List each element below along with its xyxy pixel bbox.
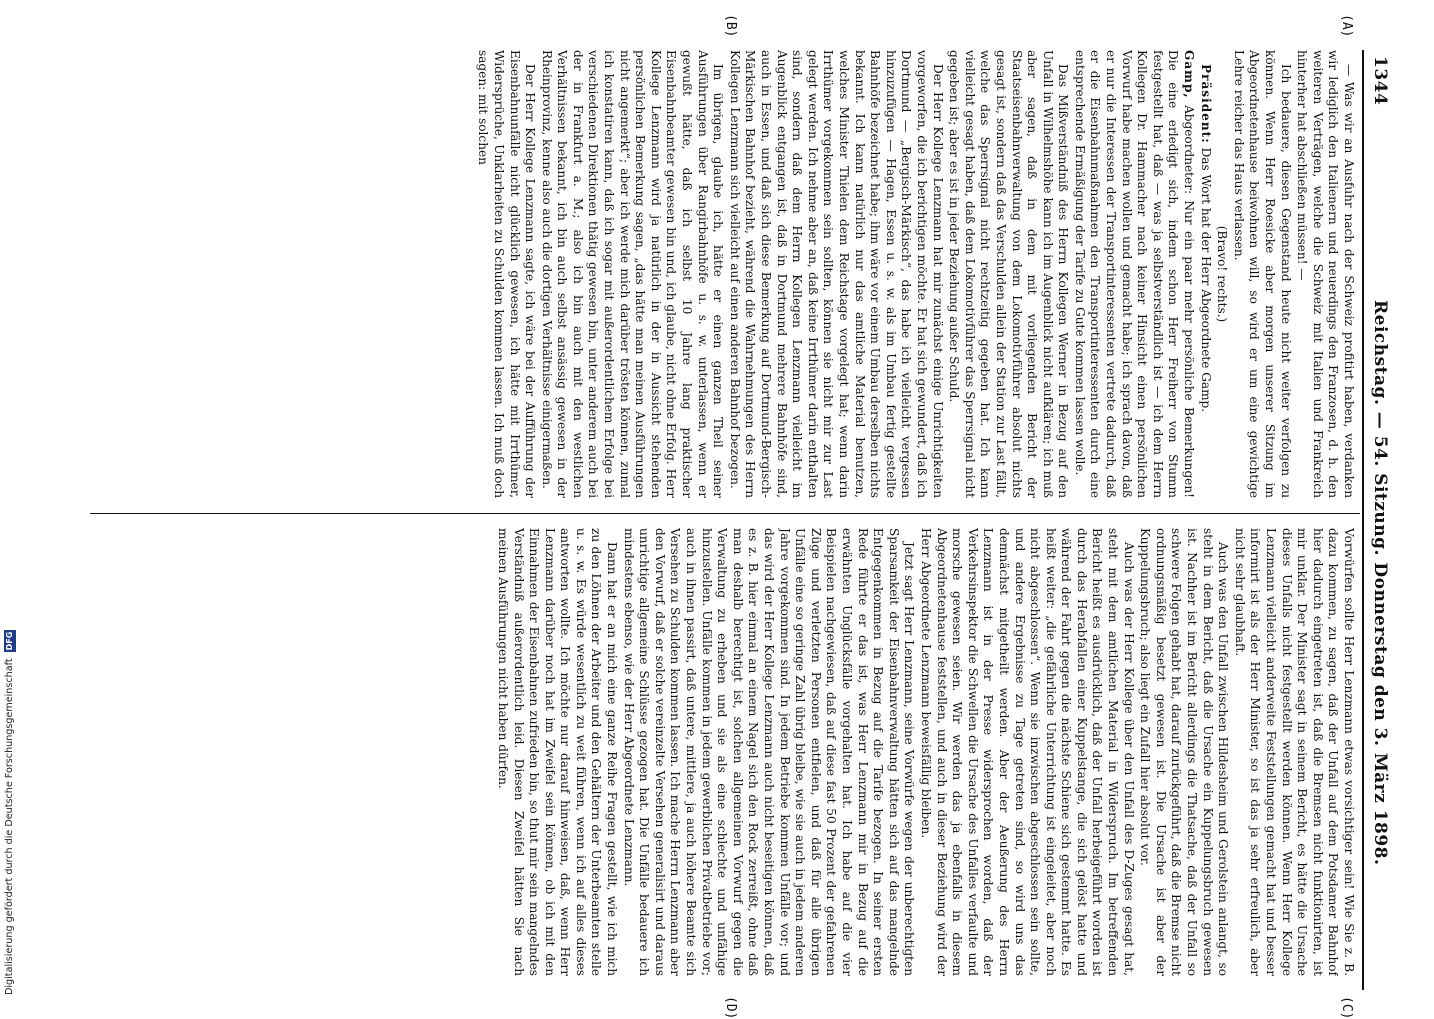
page-header	[1364, 50, 1390, 990]
paragraph	[1197, 50, 1213, 498]
digitization-footer	[2, 600, 18, 995]
paragraph: Auch was den Unfall zwischen Hildesheim und Gerolstein anlangt, so steht in dem Bericht, daß die Ursache ein Kuppelungsbruch gewesen ist. Nachher ist im Bericht allerdings die Thatsache, daß der Unfall so schwere Folgen gehabt hat, darauf zurückgeführt, daß die Bremse nicht ordnungsmäßig besetzt gewesen ist. Die Ursache ist aber der Kuppelungsbruch; also liegt ein Zufall hier absolut vor.	[1138, 528, 1231, 976]
margin-mark-c: (C)	[1339, 996, 1354, 1019]
margin-mark-a: (A)	[1339, 14, 1354, 38]
paragraph	[1071, 50, 1196, 498]
column-divider	[90, 513, 1360, 514]
paragraph: Im übrigen, glaube ich, hätte er einen ganzen Theil seiner Ausführungen über Rangirbahnhöfe u. s. w. unterlassen, wenn er gewußt hätte, daß ich selbst 10 Jahre lang praktischer Eisenbahnbeamter gewesen bin und, ich glaube, nicht ohne Erfolg. Herr Kollege Lenzmann wird ja natürlich in der in Aussicht stehenden persönlichen Bemerkung sagen, „das hätte man meinen Ausführungen nicht angemerkt“; aber ich werde mich darüber trösten können, zumal ich konstatiren kann, daß ich sogar mit außerordentlichem Erfolge bei verschiedenen Direktionen thätig gewesen bin, unter anderem auch bei der in Frankfurt a. M.; also ich bin auch mit den westlichen Verhältnissen bekannt, ich bin auch selbst ansässig gewesen in der Rheinprovinz, kenne also auch die dortigen Verhältnisse einigermaßen.	[539, 50, 726, 498]
paragraph: Der Herr Kollege Lenzmann hat mir zunächst einige Unrichtigkeiten vorgeworfen, die ich berichtigen möchte. Er hat sich gewundert, daß ich Dortmund — „Bergisch-Märkisch“, das habe ich vielleicht vergessen hinzuzufügen — Hagen, Essen u. s. w. als im Umbau fertig gestellte Bahnhöfe bezeichnet habe; ihm wäre vor einem Umbau derselben nichts bekannt. Ich kann natürlich nur das amtliche Material benutzen, welches Minister Thielen dem Reichstage vorgelegt hat; wenn darin Irrthümer vorgekommen sein sollten, können sie nicht mir zur Last gelegt werden. Ich nehme aber an, daß keine Irrthümer darin enthalten sind, sondern daß dem Herrn Kollegen Lenzmann vielleicht im Augenblick entgangen ist, daß in Dortmund mehrere Bahnhöfe sind, auch in Essen, und daß sich diese Bemerkung auf Dortmund-Bergisch-Märkischen Bahnhof bezieht, während die Wahrnehmungen des Herrn Kollegen Lenzmann sich vielleicht auf einen anderen Bahnhof bezogen.	[727, 50, 945, 498]
page-number: 1344	[1370, 56, 1390, 106]
speaker-text: Abgeordneter: Nur ein paar mehr persönliche Bemerkungen! Die eine erledigt sich, indem schon Herr Freiherr von Stumm festgestellt hat, daß — was ja selbstverständlich ist — ich dem Herrn Kollegen Dr. Hammacher nach keiner Hinsicht einen persönlichen Vorwurf habe machen wollen und gemacht habe; ich sprach davon, daß er nur die Interessen der Transportinteressenten vertrete dadurch, daß er die Eisenbahnmaßnahmen den Transportinteressenten durch eine entsprechende Ermäßigung der Tarife zu Gute kommen lassen wolle.	[1072, 50, 1197, 498]
paragraph: Ich bedauere, diesen Gegenstand heute nicht weiter verfolgen zu können. Wenn Herr Roesicke aber morgen unserer Sitzung im Abgeordnetenhause beiwohnen will, so wird er um eine gewichtige Lehre reicher das Haus verlassen.	[1231, 50, 1293, 498]
paragraph: Auch was der Herr Kollege über den Unfall des D-Zuges gesagt hat, steht mit dem amtlichen Material in Widerspruch. Im betreffenden Bericht heißt es ausdrücklich, daß der Unfall herbeigeführt worden ist durch das Herabfallen einer Kuppelstange, die sich gelöst hatte und während der Fahrt gegen die nächste Schiene sich gestemmt hatte. Es heißt weiter: „die gefährliche Unterrichtung ist eingeleitet, aber noch nicht abgeschlossen“. Wenn sie inzwischen abgeschlossen sein sollte, und andere Ergebnisse zu Tage getreten sind, so wird uns das demnächst mitgetheilt werden. Aber der Aeußerung des Herrn Lenzmann ist in der Presse widersprochen worden, daß der Verkehrsinspektor die Schwellen die Ursache des Unfalles verfaulte und morsche gewesen seien. Wir werden das ja ebenfalls in diesem Abgeordnetenhause feststellen, und auch in dieser Beziehung wird der Herr Abgeordnete Lenzmann beweisfällig bleiben.	[918, 528, 1136, 976]
header-rule	[1362, 50, 1364, 990]
paragraph: Vorwürfen sollte Herr Lenzmann etwas vorsichtiger sein! Wie Sie z. B. dazu kommen, zu sagen, daß der Unfall auf dem Potsdamer Bahnhof hier dadurch eingetreten ist, daß die Bremsen nicht funktionirten, ist mir unklar. Der Minister sagt in seinem Bericht, es hätte die Ursache dieses Unfalls nicht festgestellt werden können. Wenn Herr Kollege Lenzmann vielleicht anderweite Feststellungen gemacht hat und besser informirt ist als der Herr Minister, so ist das ja sehr erfreulich, aber nicht sehr glaubhaft.	[1232, 528, 1356, 976]
paragraph: Das Mißverständniß des Herrn Kollegen Werner in Bezug auf den Unfall in Wilhelmshöhe kann ich im Augenblick nicht aufklären; ich muß aber sagen, daß in dem mit vorliegenden Bericht der Staatseisenbahnverwaltung von dem Lokomotivführer absolut nichts gesagt ist, sondern daß das Verschulden allein der Station zur Last fällt, welche das Sperrsignal nicht rechtzeitig gegeben hat. Ich kann vielleicht gesagt haben, daß dem Lokomotivführer das Sperrsignal nicht gegeben ist; aber es ist in jeder Beziehung außer Schuld.	[947, 50, 1071, 498]
right-column	[96, 528, 1356, 976]
left-column	[96, 50, 1356, 498]
footer-credit: Digitalisierung gefördert durch die Deutsche Forschungsgemeinschaft	[4, 658, 15, 995]
margin-mark-b: (B)	[723, 14, 738, 38]
paragraph: — Was wir an Ausfuhr nach der Schweiz profitirt haben, verdanken wir lediglich den Italienern und neuerdings den Franzosen, d. h. den weiteren Verträgen, welche die Schweiz mit Italien und Frankreich hinterher hat abschließen müssen! —	[1295, 50, 1356, 498]
paragraph: Jetzt sagt Herr Lenzmann, seine Vorwürfe wegen der unberechtigten Sparsamkeit der Eisenbahnverwaltung hätten sich auf das mangelnde Entgegenkommen in Bezug auf die Tarife bezogen. In seiner ersten Rede führte er das ist, was Herr Lenzmann mir in Bezug auf die erwähnten Unglücksfälle vorgehalten hat. Ich habe auf die vier Beispielen nachgewiesen, daß auf diese fast 50 Prozent der gefahrenen Züge und verletzten Personen entfielen, und daß für alle übrigen Unfälle eine so geringe Zahl übrig bleibe, wie sie auch in jedem anderen Jahre vorgekommen sind. In jedem Betriebe kommen Unfälle vor; und das wird der Herr Kollege Lenzmann auch nicht beseitigen können, daß es z. B. hier einmal an einem Nagel sich den Rock zerreißt, ohne daß man deshalb berechtigt ist, solchen allgemeinen Vorwurf gegen die Verwaltung zu erheben und sie als eine schlechte und unfähige hinzustellen. Unfälle kommen in jedem gewerblichen Privatbetriebe vor; auch in ihnen passirt, daß untere, mittlere, ja auch höhere Beamte sich Versehen zu Schulden kommen lassen. Ich mache Herrn Lenzmann aber den Vorwurf, daß er solche vereinzelte Versehen generalisirt und daraus unrichtige allgemeine Schlüsse gezogen hat. Die Unfälle bedauere ich mindestens ebenso, wie der Herr Abgeordnete Lenzmann.	[621, 528, 917, 976]
speaker-name: Gamp,	[1182, 50, 1197, 99]
paragraph: Der Herr Kollege Lenzmann sagte, ich wäre bei der Aufführung der Eisenbahnunfälle nicht glücklich gewesen, ich hätte mit Irrthümer, Widersprüche, Unklarheiten zu Schulden kommen lassen. Ich muß doch sagen: mit solchen	[476, 50, 538, 498]
margin-mark-d: (D)	[723, 996, 738, 1019]
paragraph: Dann hat er an mich eine ganze Reihe Fragen gestellt, wie ich mich zu den Löhnen der Arbeiter und den Gehältern der Unterbeamten stelle u. s. w. Es würde wesentlich zu weit führen, wenn ich auf alles dieses antworten wollte. Ich möchte nur darauf hinweisen, daß, wenn Herr Lenzmann darüber noch hat im Zweifel sein können, ob ich mit den Einnahmen der Eisenbahnen zufrieden bin, so thut mir sein mangelndes Verständniß außerordentlich leid. Diesen Zweifel hätten Sie nach meinen Ausführungen nicht haben dürfen.	[495, 528, 620, 976]
speaker-name: Präsident:	[1198, 64, 1213, 144]
newspaper-page	[70, 14, 1390, 1019]
applause-note: (Bravo! rechts.)	[1215, 225, 1230, 323]
speaker-text: Das Wort hat der Herr Abgeordnete Gamp.	[1198, 147, 1213, 413]
page-title: Reichstag. — 54. Sitzung. Donnerstag den 3. März 1898.	[1370, 300, 1390, 866]
dfg-logo: DFG	[5, 631, 14, 651]
